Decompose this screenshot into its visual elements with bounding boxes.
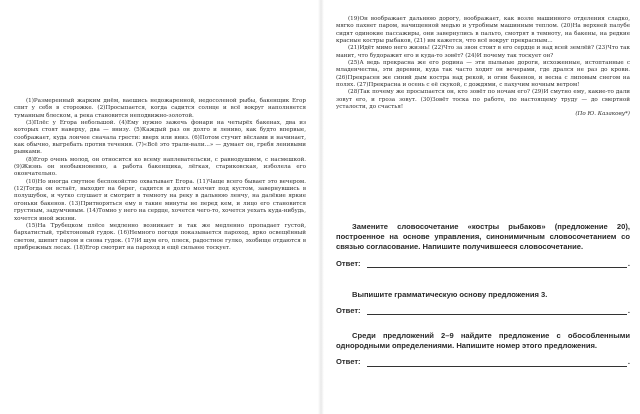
left-page xyxy=(14,0,306,414)
answer-label: Ответ: xyxy=(336,258,361,268)
left-page-text xyxy=(14,98,306,252)
answer-row: Ответ: . xyxy=(336,258,630,268)
answer-label: Ответ: xyxy=(336,357,361,367)
paragraph: (21)Идёт мимо него жизнь! (22)Что за звон стоит в его сердце и над всей землёй? (23)Что так манит, что будоражит его и куда-то зовёт? (24)И почему так тоскует он? xyxy=(336,45,630,59)
paragraph: (15)На Трубецком плёсе медленно возникает и так же медленно пропадает густой, бархатистый, трёхтоновый гудок. (16)Немного погодя показывается пароход, ярко освещённый светом, шипит паром и снова гудок. (17)И шум его, плеск, радостное гулко, эхобище отдаются в прибрежных лесах. (18)Егор смотрит на пароход и ещё сильнее тоскует. xyxy=(14,222,306,251)
answer-field[interactable] xyxy=(367,266,627,268)
task-question: Выпишите грамматическую основу предложения 3. xyxy=(352,290,548,299)
right-page xyxy=(336,0,630,414)
task-1 xyxy=(336,222,630,269)
answer-row: Ответ: . xyxy=(336,306,630,316)
paragraph: (3)Плёс у Егора небольшой. (4)Ему нужно зажечь фонари на четырёх бакенах, два из которых стоят наверху, два — внизу. (5)Каждый раз он долго и лениво, как будто впервые, соображает, куда лончее сначала грести: вверх или вниз. (6)Потом стучит вёслами и начинает, как обычно, выгребать против течения. (7)«Всё это трали-вали...» — думает он, гребя ленивыми рывками. xyxy=(14,120,306,156)
task-2 xyxy=(336,290,630,316)
paragraph: (1)Размеренный жарким днём, ваешись недожаренной, недосоленой рыбы, бакенщик Егор спит у себя в сторожке. (2)Просыпается, когда садится солнце и всё вокруг наполняется туманным блеском, а река становится неподвижно-золотой. xyxy=(14,98,306,119)
paragraph: (28)Так почему же просыпается он, кто зовёт по ночам его? (29)И смутно ему, какие-то дали зовут его, и гроза зовут. (30)Зовёт тоска по работе, по настоящему труду — до смертной усталости, до счастья! xyxy=(336,89,630,111)
right-page-text xyxy=(336,16,630,119)
answer-row: Ответ: . xyxy=(336,357,630,367)
paragraph: (10)Но иногда смутное беспокойство охватывает Егора. (11)Чаще всего бывает это вечером. (12)Тогда он встаёт, выходит на берег, садится и долго молчит под кустом, завернувшись в полушубок, и чутко слушает и смотрит в темноту на реку в дальнюю ленчу, на далёкие яркие огоньки бакенов. (13)Притворяться ему в такие минуты не перед кем, и лицо его становится грустным, задумчивым. (14)Томно у него на сердце, хочется чего-то, хочется уехать куда-нибудь, хочется иной жизни. xyxy=(14,178,306,222)
author-attribution: (По Ю. Казакову*) xyxy=(575,111,630,118)
paragraph: (8)Егор очень молод, он относится ко всему наплевательски, с равнодушием, с насмешкой. (9)Жизнь он необыкновенно, а работа бакенщика, лёгкая, стариковская, изболела его окончательно. xyxy=(14,156,306,178)
task-question: Замените словосочетание «костры рыбаков» (предложение 20), построенное на основе управления, синонимичным словосочетанием со связью согласование. Напишите получившееся словосочетание. xyxy=(336,222,630,252)
paragraph: (25)А ведь прекрасна же его родина — эти пыльные дороги, исхоженные, истоптанные с младенчества, эти деревни, куда так часто ходит он вечерами, где дрался не раз до крови. (26)Прекрасен же синий дым костра над рекой, и огни бакенов, и весна с липовым снегом на полях. (27)Прекрасна и осень с её скукой, с дождями, с пахучим ночным ветром! xyxy=(336,60,630,89)
answer-label: Ответ: xyxy=(336,306,361,316)
answer-field[interactable] xyxy=(367,313,627,315)
task-3 xyxy=(336,331,630,368)
answer-field[interactable] xyxy=(367,365,627,367)
task-question: Среди предложений 2–9 найдите предложение с обособленными однородными определениями. Напишите номер этого предложения. xyxy=(336,331,630,351)
book-gutter xyxy=(318,0,324,414)
paragraph: (19)Он воображает дальнюю дорогу, воображает, как возле машинного отделения сладко, мягко пахнет паром, начищенной медью и утробным машинным теплом. (20)На верхней палубе сидят одинокие пассажиры, они завернулись в пальто, смотрят в темноту, на бакены, на редкие красные костры рыбаков, (21) им кажется, что всё вокруг прекрасным... xyxy=(336,16,630,45)
